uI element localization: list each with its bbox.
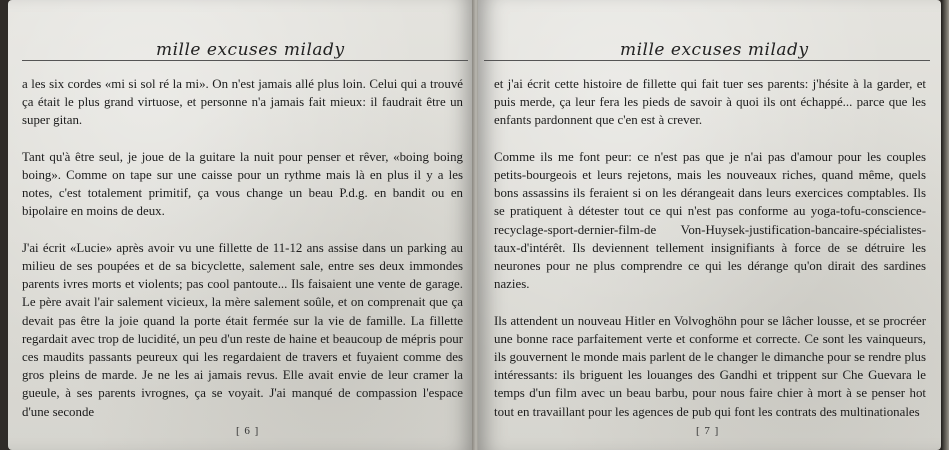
page-edge-shadow: [941, 0, 949, 450]
header-rule: [22, 60, 468, 61]
page-number: [ 7 ]: [696, 425, 720, 437]
right-page: [478, 0, 941, 450]
running-head: mille excuses milady: [620, 40, 809, 60]
page-number: [ 6 ]: [236, 425, 260, 437]
running-head: mille excuses milady: [156, 40, 345, 60]
body-text: [22, 75, 463, 439]
paragraph: a les six cordes «mi si sol ré la mi». On n'est jamais allé plus loin. Celui qui a trouvé ça était le plus grand virtuose, et personne n'a jamais fait mieux: il faudrait être un super gitan.: [22, 77, 463, 128]
paragraph: Ils attendent un nouveau Hitler en Volvoghöhn pour se lâcher lousse, et se procréer une bonne race parfaitement verte et conforme et correcte. Ce sont les vainqueurs, ils gouvernent le monde mais parlent de le changer le dimanche pour se rendre plus intéressants: ils briguent les louanges des Gandhi et trippent sur Che Guevara le temps d'un film avec un beau barbu, pour nous faire chier à mort à se penser hot tout en travaillant pour les agences de pub qui font les contrats des multinationales: [494, 313, 926, 419]
paragraph: Comme ils me font peur: ce n'est pas que je n'ai pas d'amour pour les couples petits-bourgeois et leurs rejetons, mais les nouveaux riches, quand même, quels bons assassins ils feraient si on les dérangeait dans leurs exercices comptables. Ils se pratiquent à détester tout ce qui n'est pas conforme au yoga-tofu-conscience-recyclage-sport-dernier-film-de Von-Huysek-justification-bancaire-spécialistes-taux-d'intérêt. Ils deviennent tellement insignifiants à force de se détruire les neurones pour ne plus comprendre ce qui les dérange qu'on dirait des sardines nazies.: [494, 149, 926, 292]
left-page: [8, 0, 474, 450]
paragraph: J'ai écrit «Lucie» après avoir vu une fillette de 11-12 ans assise dans un parking au milieu de ses poupées et de sa bicyclette, salement sale, entre ses deux immondes parents ivres morts et violents; pas cool pantoute... Ils faisaient une vente de garage. Le père avait l'air salement vicieux, la mère salement soûle, et on comprenait que ça devait pas être la joie quand la porte était fermée sur la vie de famille. La fillette regardait avec trop de lucidité, un peu d'un reste de haine et beaucoup de mépris pour ces maudits passants peureux qui les regardaient de travers et fuyaient comme des gros pleins de marde. Je ne les ai jamais revus. Elle avait envie de leur cramer la gueule, à ses parents ivrognes, ça se voyait. J'ai manqué de compassion l'espace d'une seconde: [22, 240, 463, 419]
header-rule: [484, 60, 930, 61]
body-text: [494, 75, 926, 439]
paragraph: et j'ai écrit cette histoire de fillette qui fait tuer ses parents: j'hésite à la garder, et puis merde, ça leur fera les pieds de savoir à quoi ils ont échappé... parce que les enfants pardonnent que c'en est à crever.: [494, 77, 926, 128]
paragraph: Tant qu'à être seul, je joue de la guitare la nuit pour penser et rêver, «boing boing boing». Comme on tape sur une caisse pour un rythme mais là en plus il y a les notes, c'est totalement primitif, ça vous change un beau P.d.g. en bandit ou en bipolaire en moins de deux.: [22, 149, 463, 219]
